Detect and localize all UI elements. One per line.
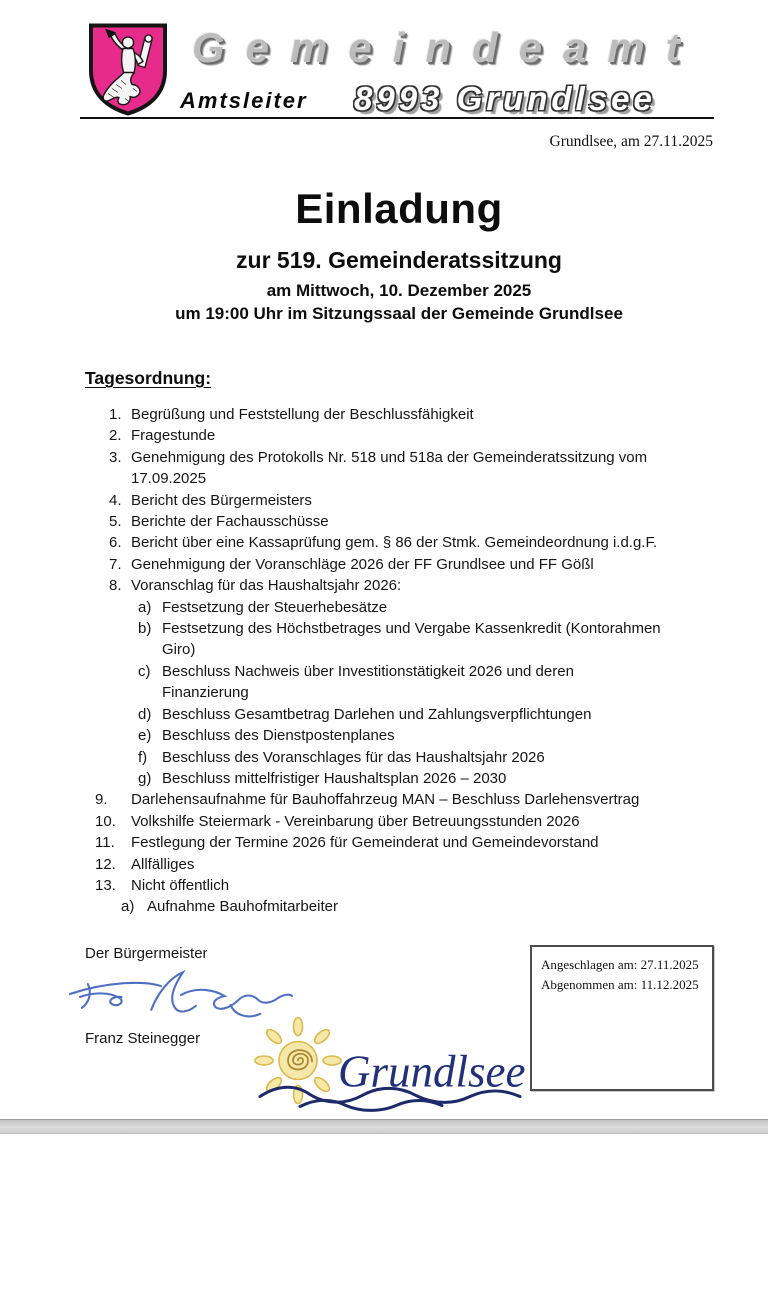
- agenda-marker: c): [138, 662, 151, 680]
- agenda-marker: a): [121, 898, 135, 916]
- notice-line-2: Abgenommen am: 11.12.2025: [541, 976, 699, 992]
- agenda-text: Aufnahme Bauhofmitarbeiter: [147, 898, 338, 916]
- agenda-text: Giro): [162, 641, 196, 659]
- coat-of-arms-icon: [88, 22, 168, 117]
- agenda-row: [95, 661, 717, 682]
- office-title: Gemeindeamt: [192, 24, 701, 71]
- signature-role-line: Der Bürgermeister: [85, 945, 208, 962]
- agenda-row: [95, 789, 717, 810]
- logo-text: Grundlsee: [338, 1046, 526, 1097]
- agenda-text: Fragestunde: [131, 427, 216, 445]
- doc-place-line: um 19:00 Uhr im Sitzungssaal der Gemeinde Grundlsee: [175, 304, 623, 324]
- agenda-row: [95, 425, 717, 446]
- agenda-marker: 4.: [109, 491, 122, 509]
- agenda-row: [95, 639, 717, 660]
- agenda-text: Finanzierung: [162, 684, 249, 702]
- agenda-row: [95, 511, 717, 532]
- agenda-row: [95, 554, 717, 575]
- agenda-row: [95, 468, 717, 489]
- doc-date-line: am Mittwoch, 10. Dezember 2025: [266, 281, 532, 301]
- agenda-marker: 8.: [109, 577, 122, 595]
- agenda-row: [95, 532, 717, 553]
- agenda-row: [95, 811, 717, 832]
- agenda-marker: a): [138, 598, 152, 616]
- notice-box: [530, 945, 714, 1091]
- agenda-text: Festsetzung der Steuerhebesätze: [162, 598, 388, 616]
- agenda-list: [95, 404, 717, 918]
- agenda-marker: 12.: [95, 855, 116, 873]
- agenda-row: [95, 682, 717, 703]
- agenda-row: [95, 447, 717, 468]
- agenda-marker: 10.: [95, 812, 116, 830]
- agenda-text: Volkshilfe Steiermark - Vereinbarung über Betreuungsstunden 2026: [131, 812, 580, 830]
- agenda-marker: 11.: [95, 834, 115, 852]
- agenda-marker: 6.: [109, 534, 122, 552]
- agenda-text: Beschluss mittelfristiger Haushaltsplan 2026 – 2030: [162, 769, 507, 787]
- agenda-row: [95, 597, 717, 618]
- agenda-marker: 9.: [95, 791, 108, 809]
- agenda-row: [95, 704, 717, 725]
- agenda-row: [95, 575, 717, 596]
- postal-city: 8993 Grundlsee: [354, 80, 656, 117]
- agenda-marker: 2.: [109, 427, 122, 445]
- agenda-text: Beschluss des Voranschlages für das Haushaltsjahr 2026: [162, 748, 545, 766]
- agenda-row: [95, 896, 717, 917]
- agenda-marker: [138, 682, 162, 703]
- agenda-marker: 5.: [109, 513, 122, 531]
- agenda-text: Voranschlag für das Haushaltsjahr 2026:: [131, 577, 402, 595]
- notice-line-1: Angeschlagen am: 27.11.2025: [541, 957, 699, 972]
- agenda-row: [95, 832, 717, 853]
- agenda-text: Festlegung der Termine 2026 für Gemeinderat und Gemeindevorstand: [131, 834, 599, 852]
- agenda-marker: 1.: [109, 406, 122, 423]
- agenda-text: Bericht des Bürgermeisters: [131, 491, 312, 509]
- agenda-row: [95, 747, 717, 768]
- page-break-bar: [0, 1119, 768, 1134]
- agenda-marker: 3.: [109, 448, 122, 466]
- doc-title: Einladung: [295, 185, 503, 232]
- grundlsee-logo: [248, 1012, 533, 1118]
- agenda-marker: d): [138, 705, 152, 723]
- agenda-row: [95, 854, 717, 875]
- agenda-row: [95, 490, 717, 511]
- agenda-row: [95, 618, 717, 639]
- agenda-row: [95, 725, 717, 746]
- agenda-marker: b): [138, 620, 152, 638]
- agenda-marker: 13.: [95, 876, 116, 894]
- agenda-marker: [95, 468, 131, 489]
- title-block: [85, 186, 713, 324]
- agenda-text: Beschluss Nachweis über Investitionstätigkeit 2026 und deren: [162, 662, 574, 680]
- agenda-text: Genehmigung des Protokolls Nr. 518 und 518a der Gemeinderatssitzung vom: [131, 448, 648, 466]
- agenda-marker: e): [138, 727, 152, 745]
- agenda-marker: 7.: [109, 555, 122, 573]
- agenda-text: Darlehensaufnahme für Bauhoffahrzeug MAN – Beschluss Darlehensvertrag: [131, 791, 640, 809]
- agenda-text: Beschluss Gesamtbetrag Darlehen und Zahlungsverpflichtungen: [162, 705, 592, 723]
- doc-subtitle: zur 519. Gemeinderatssitzung: [236, 247, 562, 274]
- agenda-text: Begrüßung und Feststellung der Beschlussfähigkeit: [131, 406, 474, 423]
- agenda-row: [95, 768, 717, 789]
- agenda-marker: [138, 639, 162, 660]
- agenda-text: Beschluss des Dienstpostenplanes: [162, 727, 395, 745]
- agenda-text: Berichte der Fachausschüsse: [131, 513, 329, 531]
- agenda-text: Bericht über eine Kassaprüfung gem. § 86 der Stmk. Gemeindeordnung i.d.g.F.: [131, 534, 658, 552]
- agenda-marker: g): [138, 769, 152, 787]
- signatory-name: Franz Steinegger: [85, 1030, 201, 1047]
- header-rule: [80, 117, 714, 119]
- agenda-text: 17.09.2025: [131, 470, 207, 488]
- agenda-text: Nicht öffentlich: [131, 876, 230, 894]
- agenda-heading: Tagesordnung:: [85, 368, 212, 388]
- agenda-row: [95, 875, 717, 896]
- agenda-text: Genehmigung der Voranschläge 2026 der FF Grundlsee und FF Gößl: [131, 555, 594, 573]
- agenda-text: Festsetzung des Höchstbetrages und Vergabe Kassenkredit (Kontorahmen: [162, 620, 661, 638]
- agenda-marker: f): [138, 748, 148, 766]
- agenda-row: [95, 404, 717, 425]
- agenda-text: Allfälliges: [131, 855, 195, 873]
- role-title: Amtsleiter: [180, 88, 308, 113]
- dateline: Grundlsee, am 27.11.2025: [549, 133, 713, 150]
